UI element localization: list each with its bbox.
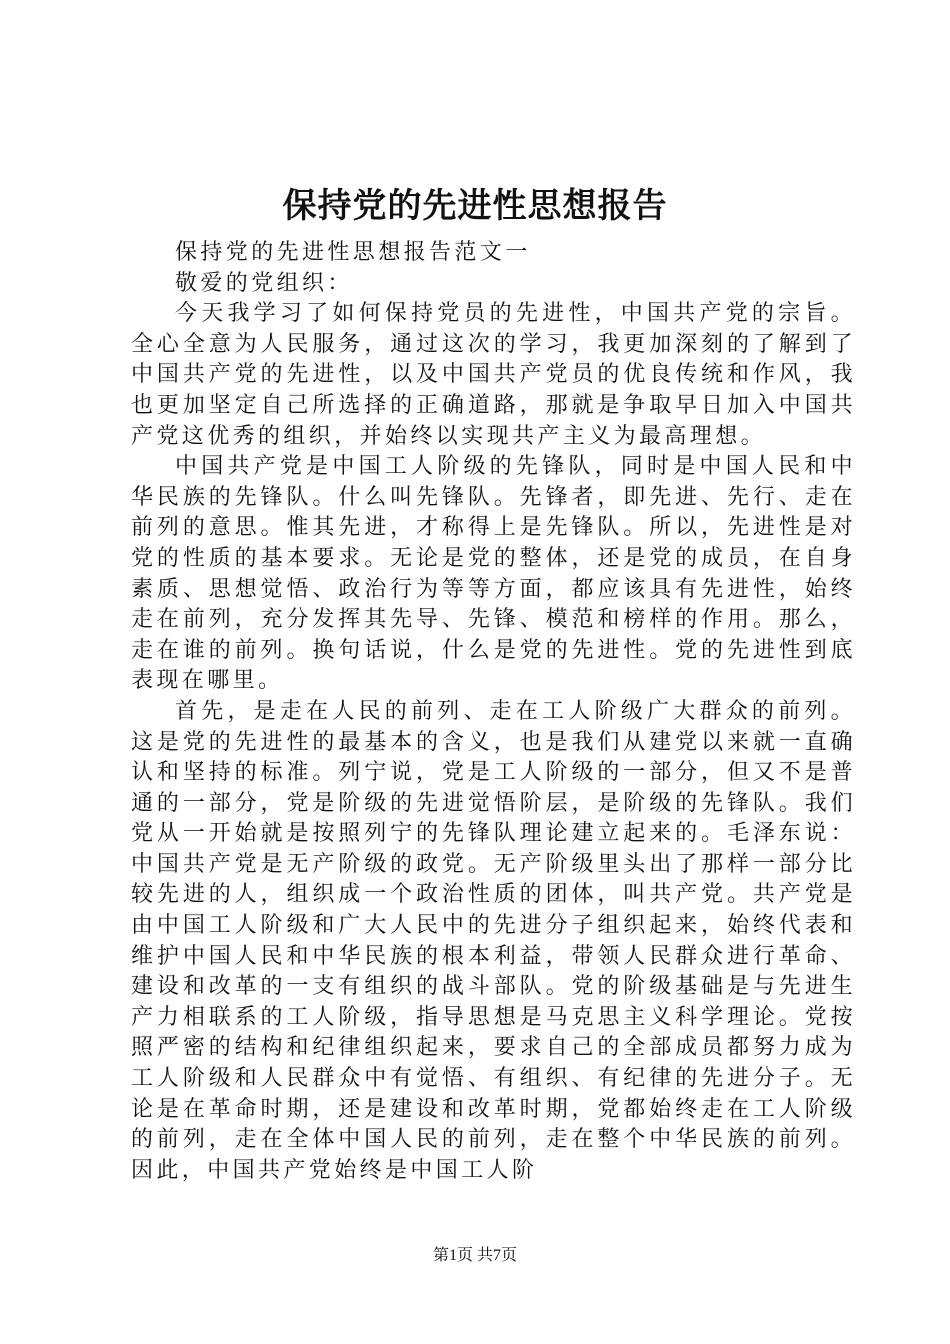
paragraph-2: 中国共产党是中国工人阶级的先锋队，同时是中国人民和中华民族的先锋队。什么叫先锋队。先锋者，即先进、先行、走在前列的意思。惟其先进，才称得上是先锋队。所以，先进性是对党的性质的基本要求。无论是党的整体，还是党的成员，在自身素质、思想觉悟、政治行为等等方面，都应该具有先进性，始终走在前列，充分发挥其先导、先锋、模范和榜样的作用。那么，走在谁的前列。换句话说，什么是党的先进性。党的先进性到底表现在哪里。 [131, 454, 856, 694]
paragraph-1: 今天我学习了如何保持党员的先进性，中国共产党的宗旨。全心全意为人民服务，通过这次的学习，我更加深刻的了解到了中国共产党的先进性，以及中国共产党员的优良传统和作风，我也更加坚定自己所选择的正确道路，那就是争取早日加入中国共产党这优秀的组织，并始终以实现共产主义为最高理想。 [131, 301, 856, 449]
document-title: 保持党的先进性思想报告 [282, 186, 668, 226]
paragraph-3: 首先，是走在人民的前列、走在工人阶级广大群众的前列。这是党的先进性的最基本的含义，也是我们从建党以来就一直确认和坚持的标准。列宁说，党是工人阶级的一部分，但又不是普通的一部分，党是阶级的先进觉悟阶层，是阶级的先锋队。我们党从一开始就是按照列宁的先锋队理论建立起来的。毛泽东说：中国共产党是无产阶级的政党。无产阶级里头出了那样一部分比较先进的人，组织成一个政治性质的团体，叫共产党。共产党是由中国工人阶级和广大人民中的先进分子组织起来，始终代表和维护中国人民和中华民族的根本利益，带领人民群众进行革命、建设和改革的一支有组织的战斗部队。党的阶级基础是与先进生产力相联系的工人阶级，指导思想是马克思主义科学理论。党按照严密的结构和纪律组织起来，要求自己的全部成员都努力成为工人阶级和人民群众中有觉悟、有组织、有纪律的先进分子。无论是在革命时期，还是建设和改革时期，党都始终走在工人阶级的前列，走在全体中国人民的前列，走在整个中华民族的前列。因此，中国共产党始终是中国工人阶 [131, 698, 856, 1183]
document-subtitle: 保持党的先进性思想报告范文一 [175, 240, 531, 265]
document-body [131, 238, 856, 1186]
salutation: 敬爱的党组织： [175, 270, 353, 296]
page-number-footer: 第1页 共7页 [432, 1247, 517, 1264]
